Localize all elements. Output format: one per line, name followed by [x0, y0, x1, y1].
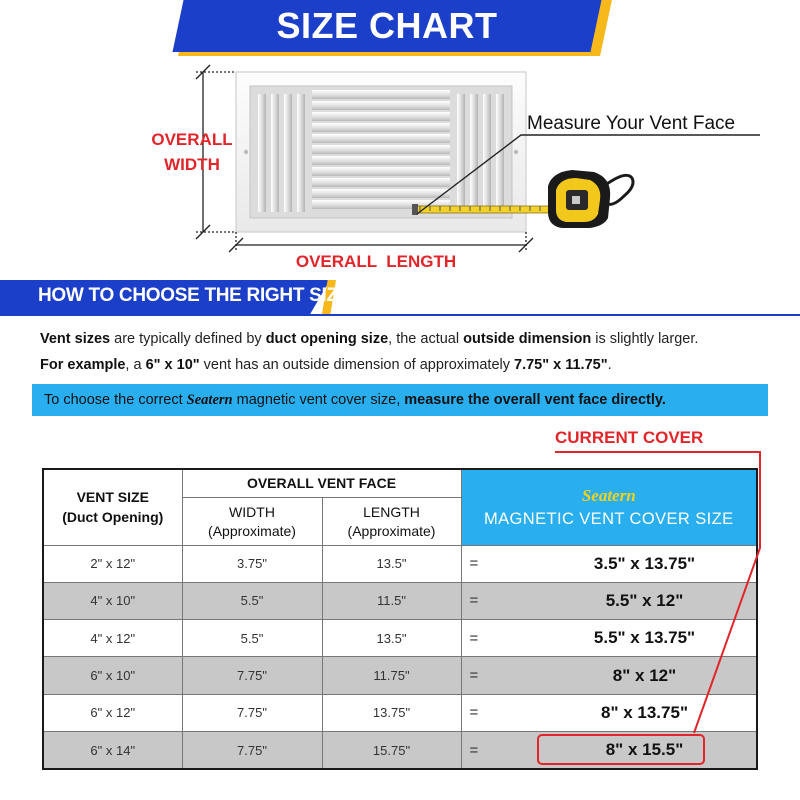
length-header-label: LENGTH	[363, 503, 420, 520]
cover-size-cell: 5.5" x 12"	[533, 582, 757, 619]
vent-size-header	[43, 469, 182, 545]
equals-cell: =	[461, 582, 533, 619]
overall-length-label: OVERALL LENGTH	[295, 252, 457, 271]
cover-size-header-label: MAGNETIC VENT COVER SIZE	[484, 509, 734, 528]
current-cover-highlight	[537, 734, 705, 765]
vent-size-cell: 6" x 10"	[43, 657, 182, 694]
width-header-label: WIDTH	[229, 503, 275, 520]
brand-name: Seatern	[581, 485, 636, 505]
explanation-term: duct opening size	[265, 331, 389, 347]
vent-size-cell: 2" x 12"	[43, 545, 182, 582]
overall-width-label: OVERALL WIDTH	[151, 130, 233, 174]
width-cell: 5.5"	[182, 620, 322, 657]
width-header-sub: (Approximate)	[208, 522, 296, 539]
width-cell: 7.75"	[182, 694, 322, 731]
tip-text: magnetic vent cover size,	[232, 392, 405, 408]
equals-cell: =	[461, 620, 533, 657]
example-term: For example	[40, 357, 126, 373]
section-divider	[0, 314, 800, 316]
equals-cell: =	[461, 545, 533, 582]
cover-size-cell: 8" x 12"	[533, 657, 757, 694]
table-row	[43, 582, 757, 619]
vent-size-cell: 6" x 14"	[43, 732, 182, 769]
explanation-term: outside dimension	[463, 331, 592, 347]
width-cell: 3.75"	[182, 545, 322, 582]
vent-diagram	[0, 0, 800, 290]
measure-tip-band	[32, 384, 768, 416]
width-header	[182, 497, 322, 545]
vent-size-header-label: VENT SIZE	[76, 489, 149, 506]
equals-cell: =	[461, 732, 533, 769]
width-cell: 7.75"	[182, 732, 322, 769]
explanation-text: , the actual	[388, 331, 464, 347]
length-cell: 11.5"	[322, 582, 461, 619]
length-header	[322, 497, 461, 545]
table-row	[43, 545, 757, 582]
current-cover-label: CURRENT COVER	[555, 428, 704, 447]
explanation-term: Vent sizes	[40, 331, 111, 347]
how-to-choose-header	[0, 280, 800, 316]
example-text: .	[607, 357, 612, 373]
equals-cell: =	[461, 694, 533, 731]
length-cell: 13.75"	[322, 694, 461, 731]
vent-size-cell: 6" x 12"	[43, 694, 182, 731]
center-louvers	[312, 90, 450, 209]
explanation-text: are typically defined by	[110, 331, 266, 347]
tip-instruction: measure the overall vent face directly.	[404, 392, 666, 408]
measure-vent-face-label: Measure Your Vent Face	[527, 113, 736, 134]
overall-vent-face-header: OVERALL VENT FACE	[182, 469, 461, 497]
length-dimension-line	[229, 232, 533, 252]
explanation-text: is slightly larger.	[591, 331, 699, 347]
table-row	[43, 657, 757, 694]
page-title: SIZE CHART	[276, 5, 498, 46]
table-row	[43, 620, 757, 657]
section-title: HOW TO CHOOSE THE RIGHT SIZE	[38, 285, 351, 306]
size-table	[42, 468, 758, 770]
example-size: 6" x 10"	[145, 357, 200, 373]
length-cell: 11.75"	[322, 657, 461, 694]
example-text: , a	[125, 357, 146, 373]
vent-size-cell: 4" x 12"	[43, 620, 182, 657]
length-cell: 13.5"	[322, 545, 461, 582]
length-cell: 13.5"	[322, 620, 461, 657]
cover-size-header	[461, 469, 757, 545]
width-cell: 5.5"	[182, 582, 322, 619]
tip-brand: Seatern	[186, 392, 233, 408]
equals-cell: =	[461, 657, 533, 694]
cover-size-cell: 3.5" x 13.75"	[533, 545, 757, 582]
example-text: vent has an outside dimension of approximately	[199, 357, 515, 373]
cover-size-cell: 5.5" x 13.75"	[533, 620, 757, 657]
vent-size-header-sub: (Duct Opening)	[62, 509, 164, 526]
tip-text: To choose the correct	[44, 392, 187, 408]
table-row	[43, 694, 757, 731]
cover-size-cell: 8" x 13.75"	[533, 694, 757, 731]
length-cell: 15.75"	[322, 732, 461, 769]
explanation-line-2	[40, 357, 612, 373]
explanation-line-1	[40, 331, 698, 347]
length-header-sub: (Approximate)	[347, 522, 436, 539]
cover-size-cell: 8" x 15.5"	[533, 732, 757, 769]
width-cell: 7.75"	[182, 657, 322, 694]
example-dimension: 7.75" x 11.75"	[514, 357, 608, 373]
vent-size-cell: 4" x 10"	[43, 582, 182, 619]
